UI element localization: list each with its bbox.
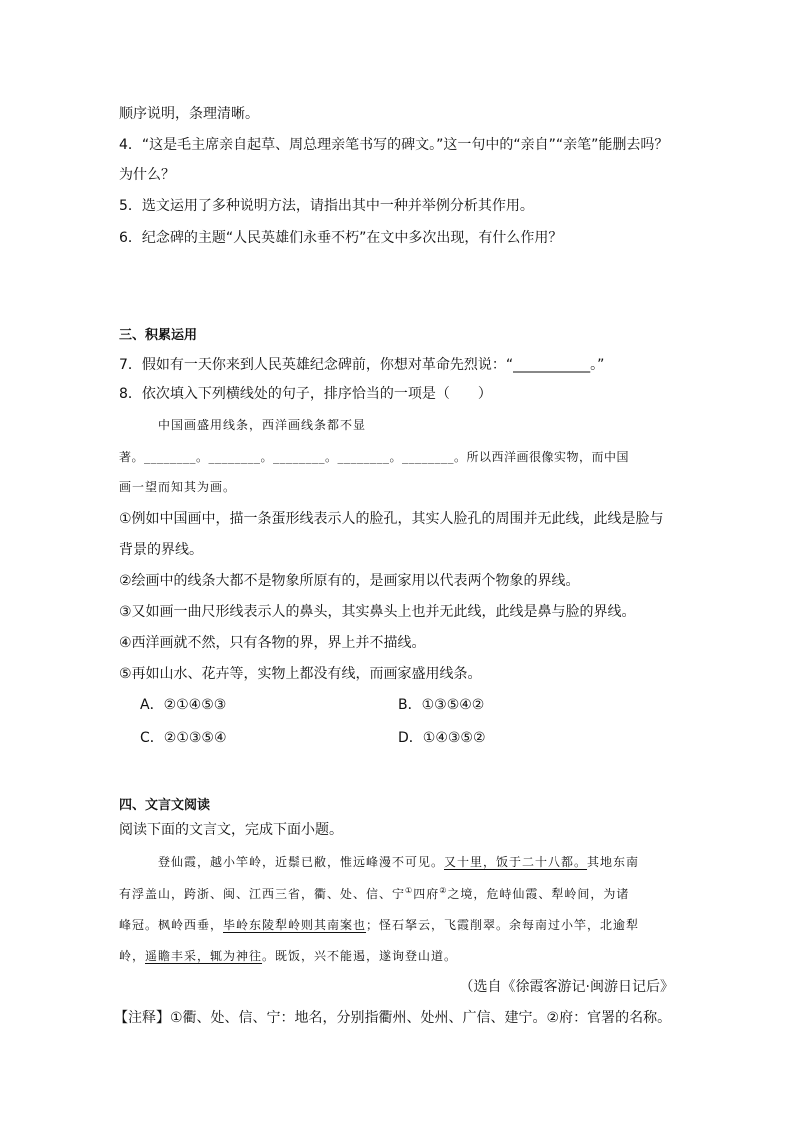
sentence-1-line1: ①例如中国画中，描一条蛋形线表示人的脸孔，其实人脸孔的周围并无此线，此线是脸与	[119, 511, 664, 527]
question-5: 5．选文运用了多种说明方法，请指出其中一种并举例分析其作用。	[119, 198, 534, 214]
classical-text: 峰冠。枫岭西垂，	[119, 918, 224, 932]
question-8: 8．依次填入下列横线处的句子，排序恰当的一项是（ ）	[119, 386, 492, 402]
classical-line-4	[119, 946, 679, 966]
classical-text: ；怪石拏云，飞霞削翠。余每南过小竿，北逾犁	[366, 918, 640, 932]
underlined-sentence: 又十里，饭于二十八都。	[444, 855, 588, 869]
question-4-line2: 为什么？	[119, 167, 175, 183]
underlined-sentence: 遥瞻丰采，辄为神往	[145, 949, 263, 963]
annotation-notes: 【注释】①衢、处、信、宁：地名，分别指衢州、处州、广信、建宁。②府：官署的名称。	[114, 1010, 672, 1026]
option-c[interactable]: C．②①③⑤④	[140, 730, 227, 746]
classical-text: 。既饭，兴不能遏，遂询登山道。	[262, 949, 458, 963]
sentence-5: ⑤再如山水、花卉等，实物上都没有线，而画家盛用线条。	[119, 666, 482, 682]
classical-text: 登仙霞，越小竿岭，近鬃已敝，惟远峰漫不可见。	[158, 855, 445, 869]
q3-tail: 顺序说明，条理清晰。	[119, 106, 259, 122]
question-4-line1: 4．“这是毛主席亲自起草、周总理亲笔书写的碑文。”这一句中的“亲自”“亲笔”能删去吗？	[119, 137, 669, 153]
section-3-heading: 三、积累运用	[119, 328, 198, 343]
sentence-3: ③又如画一曲尺形线表示人的鼻头，其实鼻头上也并无此线，此线是鼻与脸的界线。	[119, 604, 636, 620]
section-4-intro: 阅读下面的文言文，完成下面小题。	[119, 822, 343, 838]
sentence-4: ④西洋画就不然，只有各物的界，界上并不描线。	[119, 635, 426, 651]
classical-text: 四府	[413, 887, 440, 901]
classical-text: 岭，	[119, 949, 146, 963]
sentence-1-line2: 背景的界线。	[119, 542, 203, 558]
classical-line-3	[119, 915, 679, 935]
passage-line-2: 著。________。________。________。________。________。所以西洋画很像实物，而中国	[119, 450, 630, 464]
passage-line-1: 中国画盛用线条，西洋画线条都不显	[158, 418, 367, 432]
classical-text: 其地东南	[587, 855, 640, 869]
question-6: 6．纪念碑的主题“人民英雄们永垂不朽”在文中多次出现，有什么作用？	[119, 230, 563, 246]
underlined-sentence: 毕岭东陵犁岭则其南案也	[223, 918, 367, 932]
footnote-marker-2: ②	[439, 886, 448, 895]
footnote-marker-1: ①	[405, 886, 414, 895]
source-citation: （选自《徐霞客游记·闽游日记后》	[459, 979, 674, 995]
passage-line-3: 画一望而知其为画。	[119, 480, 237, 494]
classical-line-1	[158, 852, 678, 872]
sentence-2: ②绘画中的线条大都不是物象所原有的，是画家用以代表两个物象的界线。	[119, 573, 580, 589]
question-7: 7．假如有一天你来到人民英雄纪念碑前，你想对革命先烈说：“___________。”	[119, 357, 605, 373]
option-a[interactable]: A．②①④⑤③	[140, 697, 227, 713]
option-d[interactable]: D．①④③⑤②	[398, 730, 486, 746]
classical-text: 有浮盖山，跨浙、闽、江西三省，衢、处、信、宁	[119, 887, 406, 901]
section-4-heading: 四、文言文阅读	[119, 798, 211, 813]
classical-text: 之境，危峙仙霞、犁岭间，为诸	[447, 887, 630, 901]
option-b[interactable]: B．①③⑤④②	[398, 697, 485, 713]
classical-line-2	[119, 884, 679, 904]
